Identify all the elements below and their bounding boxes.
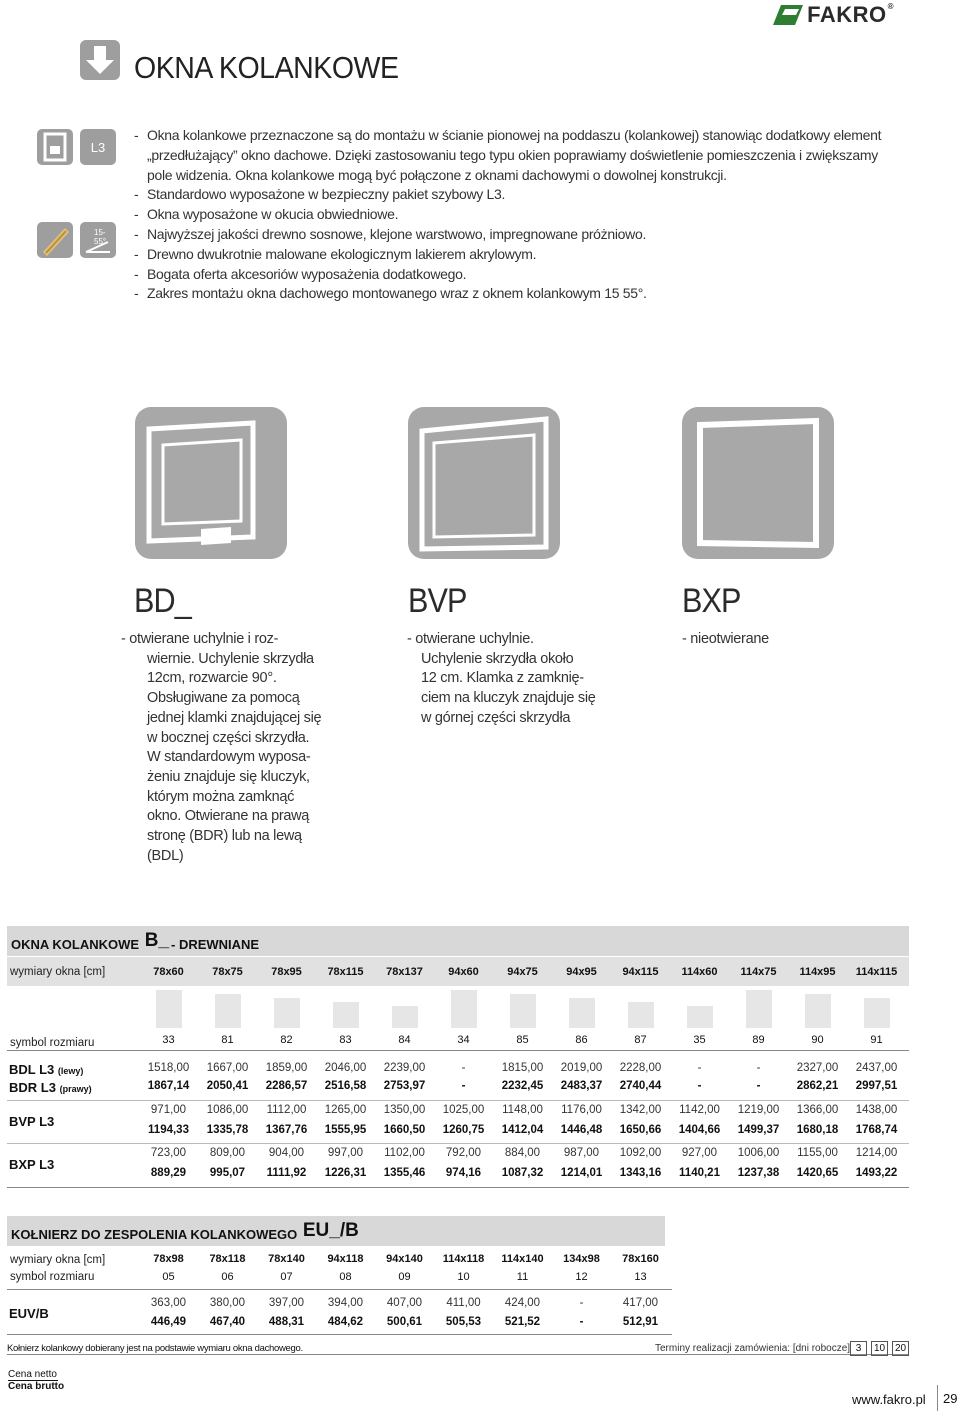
row-label-bxp: BXP L3 (9, 1157, 55, 1172)
dimension-cell: 78x75 (212, 966, 243, 978)
window-type-icon (37, 129, 73, 165)
price-netto: 809,00 (209, 1147, 246, 1159)
product-desc-bd: - otwierane uchylnie i roz- wiernie. Uchylenie skrzydła 12cm, rozwarcie 90°. Obsługiwane za pomocą jednej klamki znajdującej się w bocznej części skrzydła. W standardowym wyposa- żeniu znajduje się kluczyk, którym można zamknąć okno. Otwierane na prawą stronę (BDR) lub na lewą (BDL) (121, 631, 322, 864)
price-brutto: 1768,74 (855, 1124, 898, 1136)
price-netto: 792,00 (445, 1147, 482, 1159)
product-desc-bxp: - nieotwierane (682, 631, 769, 647)
dimension-cell: 114x115 (855, 966, 898, 978)
price-netto: 1518,00 (147, 1062, 190, 1074)
price-brutto: 1140,21 (679, 1167, 720, 1179)
description-line: „przedłużający” okno dachowe. Dzięki zastosowaniu tego typu okien poprawiamy doświetlenie pomieszczenia i zwiększamy (147, 146, 878, 163)
price-netto: 987,00 (563, 1147, 600, 1159)
price-netto: 1219,00 (737, 1104, 780, 1116)
price-netto: 411,00 (446, 1297, 481, 1309)
symbol-cell: 83 (339, 1034, 352, 1046)
price-brutto: 2862,21 (796, 1080, 839, 1092)
footer-divider (7, 1354, 909, 1355)
dimension-cell: 94x118 (327, 1253, 364, 1265)
symbol-cell: 81 (221, 1034, 234, 1046)
symbol-cell: 86 (575, 1034, 588, 1046)
symbol-cell: 08 (339, 1271, 352, 1283)
price-brutto: 1237,38 (737, 1167, 780, 1179)
price-netto: 1112,00 (266, 1104, 307, 1116)
row-divider (7, 1143, 909, 1144)
dimension-cell: 114x140 (501, 1253, 544, 1265)
window-outline-graphic (805, 994, 831, 1028)
dimension-cell: 78x137 (386, 966, 423, 978)
price-netto: 2046,00 (324, 1062, 367, 1074)
price-netto: 1214,00 (855, 1147, 898, 1159)
wood-material-icon (37, 222, 73, 258)
angle-range-label: 15-55° (94, 228, 107, 246)
price-brutto: 484,62 (327, 1316, 364, 1328)
price-brutto: 1680,18 (796, 1124, 839, 1136)
price-brutto: 2286,57 (265, 1080, 308, 1092)
symbol-cell: 12 (575, 1271, 588, 1283)
price-brutto: 1226,31 (324, 1167, 367, 1179)
footnote: Kołnierz kolankowy dobierany jest na podstawie wymiaru okna dachowego. (7, 1343, 303, 1354)
price-netto: - (697, 1062, 702, 1074)
symbol-cell: 11 (516, 1271, 529, 1283)
download-arrow-icon (80, 40, 120, 80)
term-box: 3 (850, 1341, 867, 1356)
description-line: Okna wyposażone w okucia obwiedniowe. (147, 206, 399, 223)
product-name-bxp: BXP (682, 582, 741, 620)
window-outline-graphic (746, 990, 772, 1028)
price-netto: 1176,00 (561, 1104, 602, 1116)
row-divider (7, 1050, 909, 1051)
price-netto: 1265,00 (324, 1104, 367, 1116)
price-netto: 1006,00 (737, 1147, 780, 1159)
price-netto: 363,00 (150, 1297, 187, 1309)
price-brutto: 1343,16 (619, 1167, 662, 1179)
symbol-cell: 10 (457, 1271, 470, 1283)
fakro-logo-icon (773, 5, 803, 25)
price-netto: 417,00 (622, 1297, 659, 1309)
bxp-window-image (682, 407, 834, 559)
description-line: Zakres montażu okna dachowego montowanego wraz z oknem kolankowym 15 55°. (147, 285, 647, 302)
price-brutto: 2516,58 (324, 1080, 367, 1092)
price-netto: 884,00 (504, 1147, 541, 1159)
price-netto: 2327,00 (796, 1062, 839, 1074)
price-brutto: 1367,76 (265, 1124, 308, 1136)
window-outline-graphic (864, 998, 890, 1028)
price-netto: 1142,00 (679, 1104, 720, 1116)
price-brutto: 521,52 (504, 1316, 541, 1328)
symbol-cell: 06 (221, 1271, 234, 1283)
row-label-euv: EUV/B (9, 1306, 49, 1321)
row-divider (7, 1187, 909, 1188)
symbol-cell: 90 (811, 1034, 824, 1046)
dimension-cell: 78x98 (153, 1253, 184, 1265)
cena-netto-label: Cena netto (8, 1369, 57, 1380)
row-label-bdr: BDR L3 (prawy) (9, 1080, 92, 1095)
dimension-cell: 78x160 (622, 1253, 659, 1265)
dimension-cell: 78x95 (271, 966, 302, 978)
row-label-bdl: BDL L3 (lewy) (9, 1062, 84, 1077)
dimension-cell: 94x75 (507, 966, 538, 978)
page-title: OKNA KOLANKOWE (134, 50, 399, 85)
price-brutto: - (756, 1080, 761, 1092)
price-brutto: 1446,48 (560, 1124, 603, 1136)
price-netto: 1155,00 (797, 1147, 838, 1159)
price-netto: 2239,00 (383, 1062, 426, 1074)
window-outline-graphic (687, 1006, 713, 1028)
description-line: pole widzenia. Okna kolankowe mogą być połączone z oknami dachowymi o dowolnej konstrukcji. (147, 166, 727, 183)
price-netto: - (579, 1297, 584, 1309)
description-line: Bogata oferta akcesoriów wyposażenia dodatkowego. (147, 265, 467, 282)
symbol-cell: 13 (634, 1271, 647, 1283)
symbol-cell: 05 (162, 1271, 175, 1283)
dimension-cell: 114x118 (442, 1253, 485, 1265)
product-name-bvp: BVP (408, 582, 467, 620)
window-outline-graphic (333, 1002, 359, 1028)
symbol-cell: 09 (398, 1271, 411, 1283)
price-brutto: 995,07 (209, 1167, 246, 1179)
description-line: Najwyższej jakości drewno sosnowe, klejone warstwowo, impregnowane próżniowo. (147, 225, 647, 242)
price-brutto: 2997,51 (855, 1080, 898, 1092)
dimension-cell: 114x95 (799, 966, 836, 978)
price-netto: 1092,00 (619, 1147, 662, 1159)
price-netto: 723,00 (150, 1147, 187, 1159)
price-brutto: - (461, 1080, 466, 1092)
window-outline-graphic (274, 998, 300, 1028)
symbol-cell: 07 (280, 1271, 293, 1283)
terms-label: Terminy realizacji zamówienia: [dni robocze] (655, 1343, 851, 1354)
symbol-cell: 84 (398, 1034, 411, 1046)
price-netto: 1148,00 (502, 1104, 543, 1116)
price-brutto: 1214,01 (560, 1167, 603, 1179)
price-brutto: 505,53 (445, 1316, 482, 1328)
price-brutto: 1555,95 (324, 1124, 367, 1136)
price-brutto: 974,16 (445, 1167, 482, 1179)
price-netto: 424,00 (504, 1297, 541, 1309)
price-netto: - (461, 1062, 466, 1074)
table1-symbol-label: symbol rozmiaru (10, 1037, 95, 1049)
window-outline-graphic (510, 994, 536, 1028)
window-outline-graphic (451, 990, 477, 1028)
price-brutto: 512,91 (622, 1316, 659, 1328)
dimension-cell: 94x60 (448, 966, 479, 978)
cena-brutto-label: Cena brutto (8, 1381, 65, 1392)
symbol-cell: 91 (870, 1034, 883, 1046)
price-netto: 1350,00 (383, 1104, 426, 1116)
symbol-cell: 87 (634, 1034, 647, 1046)
dimension-cell: 78x115 (327, 966, 364, 978)
price-netto: 2019,00 (560, 1062, 603, 1074)
price-brutto: 889,29 (150, 1167, 187, 1179)
window-outline-graphic (628, 1002, 654, 1028)
symbol-cell: 89 (752, 1034, 765, 1046)
price-netto: 397,00 (268, 1297, 305, 1309)
price-brutto: 1493,22 (855, 1167, 898, 1179)
price-brutto: 2050,41 (206, 1080, 249, 1092)
table2-dims-label: wymiary okna [cm] (10, 1254, 106, 1266)
price-netto: 1815,00 (501, 1062, 544, 1074)
price-brutto: 2483,37 (560, 1080, 603, 1092)
term-box: 10 (871, 1341, 888, 1356)
dimension-cell: 94x95 (566, 966, 597, 978)
symbol-cell: 34 (457, 1034, 470, 1046)
price-brutto: 467,40 (209, 1316, 246, 1328)
price-brutto: 1355,46 (383, 1167, 426, 1179)
price-brutto: 1260,75 (442, 1124, 485, 1136)
price-netto: - (756, 1062, 761, 1074)
row-divider (7, 1289, 672, 1290)
bvp-window-image (408, 407, 560, 559)
price-brutto: 1404,66 (678, 1124, 721, 1136)
row-divider (7, 1100, 909, 1101)
symbol-cell: 33 (162, 1034, 175, 1046)
price-brutto: - (579, 1316, 584, 1328)
product-name-bd: BD_ (134, 582, 191, 620)
price-netto: 971,00 (150, 1104, 187, 1116)
price-brutto: 1867,14 (147, 1080, 190, 1092)
price-brutto: 1087,32 (501, 1167, 544, 1179)
price-netto: 380,00 (209, 1297, 246, 1309)
dimension-cell: 134x98 (563, 1253, 600, 1265)
dimension-cell: 78x118 (209, 1253, 246, 1265)
dimension-cell: 94x115 (622, 966, 659, 978)
symbol-cell: 35 (693, 1034, 706, 1046)
description: - Okna kolankowe przeznaczone są do montażu w ścianie pionowej na poddaszu (kolankowej) stanowiąc dodatkowy element „przedłużający” okno dachowe. Dzięki zastosowaniu tego typu okien poprawiamy doświetlenie pomieszczenia i zwiększamy pole widzenia. Okna kolankowe mogą być połączone z oknami dachowymi o dowolnej konstrukcji. - Standardowo wyposażone w bezpieczny pakiet szybowy L3. - Okna wyposażone w okucia obwiedniowe. - Najwyższej jakości drewno sosnowe, klejone warstwowo, impregnowane próżniowo. - Drewno dwukrotnie malowane ekologicznym lakierem akrylowym. - Bogata oferta akcesoriów wyposażenia dodatkowego. - Zakres montażu okna dachowego montowanego wraz z oknem kolankowym 15 55°. (134, 126, 894, 304)
price-netto: 904,00 (268, 1147, 305, 1159)
row-label-bvp: BVP L3 (9, 1114, 55, 1129)
price-netto: 1086,00 (206, 1104, 249, 1116)
roof-angle-icon (80, 222, 116, 258)
price-netto: 1366,00 (796, 1104, 839, 1116)
table2-title: KOŁNIERZ DO ZESPOLENIA KOLANKOWEGO EU_/B (7, 1216, 665, 1246)
price-netto: 1859,00 (265, 1062, 308, 1074)
dimension-cell: 114x75 (740, 966, 777, 978)
price-brutto: 1660,50 (383, 1124, 426, 1136)
price-brutto: 1335,78 (206, 1124, 249, 1136)
dimension-cell: 78x140 (268, 1253, 305, 1265)
term-box: 20 (892, 1341, 909, 1356)
price-brutto: 446,49 (150, 1316, 187, 1328)
price-brutto: 1111,92 (266, 1167, 307, 1179)
dimension-cell: 114x60 (681, 966, 718, 978)
price-netto: 1102,00 (384, 1147, 425, 1159)
table2-symbol-label: symbol rozmiaru (10, 1271, 95, 1283)
window-outline-graphic (215, 994, 241, 1028)
description-line: Standardowo wyposażone w bezpieczny pakiet szybowy L3. (147, 186, 506, 203)
price-netto: 1025,00 (442, 1104, 485, 1116)
price-brutto: 1420,65 (796, 1167, 839, 1179)
price-brutto: 2753,97 (383, 1080, 426, 1092)
table1-title: OKNA KOLANKOWE B_ - DREWNIANE (7, 926, 909, 956)
row-divider (7, 1334, 672, 1335)
window-outline-graphic (569, 998, 595, 1028)
symbol-cell: 85 (516, 1034, 529, 1046)
brand-name: FAKRO® (807, 2, 894, 27)
price-brutto: 1499,37 (737, 1124, 780, 1136)
price-brutto: 1194,33 (148, 1124, 189, 1136)
description-line: Drewno dwukrotnie malowane ekologicznym lakierem akrylowym. (147, 245, 537, 262)
price-brutto: - (697, 1080, 702, 1092)
dimension-cell: 94x140 (386, 1253, 423, 1265)
price-netto: 927,00 (681, 1147, 718, 1159)
price-brutto: 2232,45 (501, 1080, 544, 1092)
description-line: Okna kolankowe przeznaczone są do montażu w ścianie pionowej na poddaszu (kolankowej) stanowiąc dodatkowy element (147, 127, 882, 143)
bd-window-image (135, 407, 287, 559)
dimension-cell: 78x60 (153, 966, 184, 978)
price-netto: 2228,00 (619, 1062, 662, 1074)
price-netto: 2437,00 (855, 1062, 898, 1074)
price-brutto: 2740,44 (619, 1080, 662, 1092)
symbol-cell: 82 (280, 1034, 293, 1046)
page-number: 29 (943, 1391, 958, 1406)
glazing-l3-icon: L3 (80, 129, 116, 165)
price-netto: 1438,00 (855, 1104, 898, 1116)
fakro-logo (773, 4, 894, 26)
price-netto: 394,00 (327, 1297, 364, 1309)
window-outline-graphic (392, 1006, 418, 1028)
price-brutto: 1650,66 (619, 1124, 662, 1136)
price-brutto: 488,31 (268, 1316, 305, 1328)
price-netto: 407,00 (386, 1297, 423, 1309)
page-divider (937, 1385, 938, 1411)
product-desc-bvp: - otwierane uchylnie. Uchylenie skrzydła około 12 cm. Klamka z zamknię- ciem na kluczyk znajduje się w górnej części skrzydła (407, 631, 596, 726)
price-netto: 1667,00 (206, 1062, 249, 1074)
price-brutto: 500,61 (386, 1316, 423, 1328)
website-url[interactable]: www.fakro.pl (852, 1392, 926, 1407)
price-brutto: 1412,04 (501, 1124, 544, 1136)
price-netto: 1342,00 (619, 1104, 662, 1116)
price-netto: 997,00 (327, 1147, 364, 1159)
table1-dims-label: wymiary okna [cm] (10, 966, 106, 978)
window-outline-graphic (156, 990, 182, 1028)
